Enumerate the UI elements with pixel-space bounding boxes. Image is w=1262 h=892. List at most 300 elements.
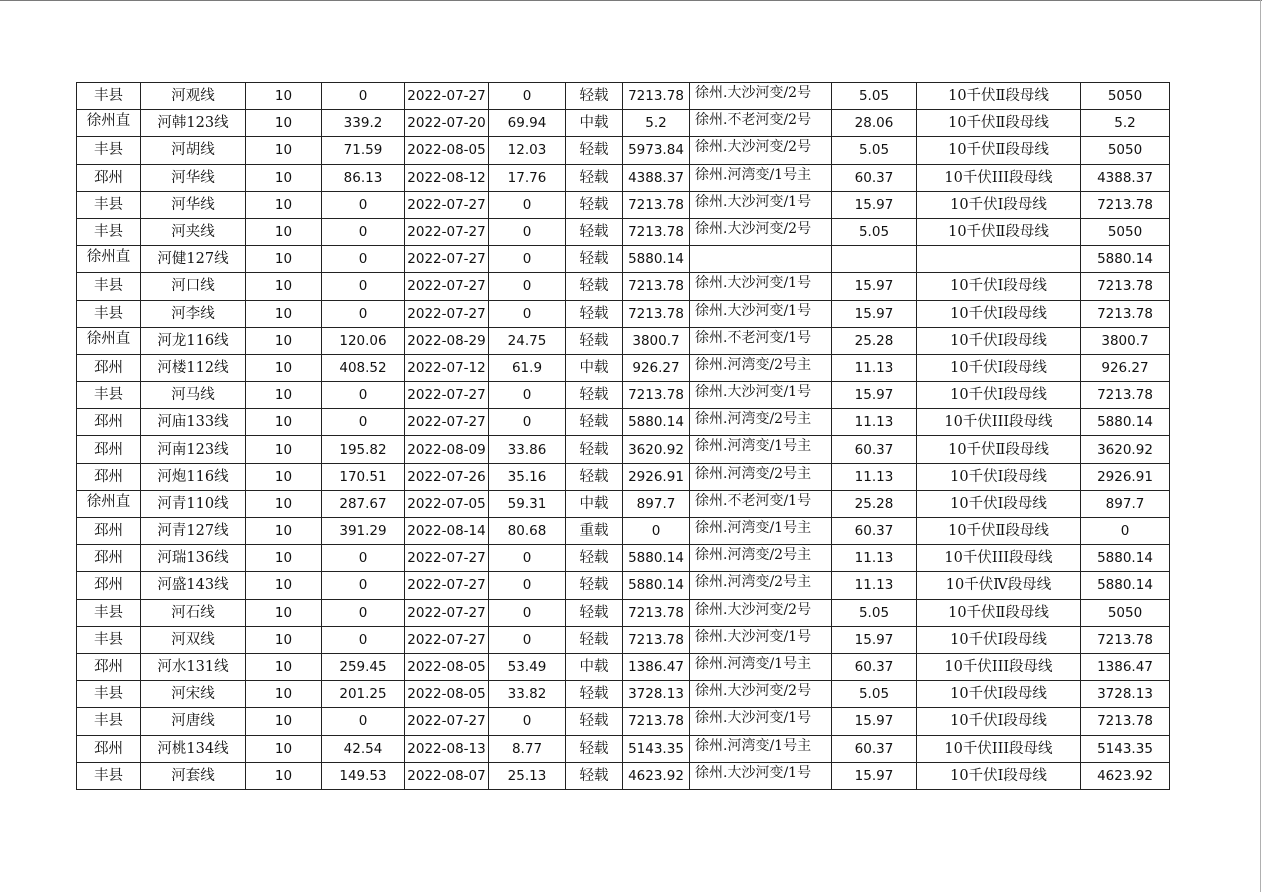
table-row (77, 518, 1170, 545)
district-cell: 徐州直 (77, 246, 141, 273)
load-value-cell: 0 (322, 545, 405, 572)
load-status-cell: 轻载 (566, 382, 623, 409)
transformer-rate-cell: 15.97 (832, 382, 917, 409)
date-cell: 2022-08-12 (405, 164, 489, 191)
busbar-cell: 10千伏III段母线 (917, 653, 1081, 680)
date-cell: 2022-07-27 (405, 300, 489, 327)
load-value-cell: 0 (322, 83, 405, 110)
voltage-cell: 10 (246, 218, 322, 245)
capacity-cell: 4623.92 (623, 762, 690, 789)
load-status-cell: 中载 (566, 490, 623, 517)
table-row (77, 327, 1170, 354)
available-capacity-cell: 5880.14 (1081, 545, 1170, 572)
load-value-cell: 0 (322, 382, 405, 409)
district-cell: 邳州 (77, 409, 141, 436)
load-status-cell: 轻载 (566, 327, 623, 354)
feeder-load-table (76, 82, 1170, 790)
line-name-cell: 河石线 (141, 599, 246, 626)
district-cell: 徐州直 (77, 110, 141, 137)
capacity-cell: 5880.14 (623, 246, 690, 273)
transformer-rate-cell (832, 246, 917, 273)
load-rate-cell: 17.76 (489, 164, 566, 191)
district-cell: 丰县 (77, 218, 141, 245)
available-capacity-cell: 7213.78 (1081, 626, 1170, 653)
substation-cell: 徐州.河湾变/1号主 (690, 735, 832, 762)
table-row (77, 218, 1170, 245)
transformer-rate-cell: 5.05 (832, 681, 917, 708)
table-body (77, 83, 1170, 790)
substation-cell: 徐州.河湾变/1号主 (690, 436, 832, 463)
voltage-cell: 10 (246, 518, 322, 545)
load-value-cell: 0 (322, 599, 405, 626)
line-name-cell: 河庙133线 (141, 409, 246, 436)
available-capacity-cell: 5143.35 (1081, 735, 1170, 762)
load-status-cell: 轻载 (566, 463, 623, 490)
transformer-rate-cell: 11.13 (832, 354, 917, 381)
load-status-cell: 轻载 (566, 191, 623, 218)
substation-cell: 徐州.大沙河变/1号 (690, 382, 832, 409)
district-cell: 丰县 (77, 382, 141, 409)
substation-cell: 徐州.大沙河变/1号 (690, 762, 832, 789)
available-capacity-cell: 5050 (1081, 218, 1170, 245)
date-cell: 2022-07-27 (405, 626, 489, 653)
substation-cell: 徐州.河湾变/2号主 (690, 545, 832, 572)
substation-cell: 徐州.河湾变/1号主 (690, 518, 832, 545)
busbar-cell: 10千伏III段母线 (917, 545, 1081, 572)
line-name-cell: 河华线 (141, 164, 246, 191)
substation-cell: 徐州.河湾变/2号主 (690, 463, 832, 490)
load-value-cell: 195.82 (322, 436, 405, 463)
available-capacity-cell: 5880.14 (1081, 572, 1170, 599)
available-capacity-cell: 3620.92 (1081, 436, 1170, 463)
load-value-cell: 0 (322, 300, 405, 327)
page-top-border (0, 0, 1262, 1)
load-rate-cell: 0 (489, 708, 566, 735)
capacity-cell: 0 (623, 518, 690, 545)
voltage-cell: 10 (246, 572, 322, 599)
load-value-cell: 170.51 (322, 463, 405, 490)
line-name-cell: 河龙116线 (141, 327, 246, 354)
capacity-cell: 5143.35 (623, 735, 690, 762)
load-rate-cell: 0 (489, 218, 566, 245)
line-name-cell: 河口线 (141, 273, 246, 300)
voltage-cell: 10 (246, 382, 322, 409)
available-capacity-cell: 897.7 (1081, 490, 1170, 517)
line-name-cell: 河盛143线 (141, 572, 246, 599)
district-cell: 丰县 (77, 300, 141, 327)
transformer-rate-cell: 11.13 (832, 545, 917, 572)
transformer-rate-cell: 25.28 (832, 327, 917, 354)
capacity-cell: 5.2 (623, 110, 690, 137)
table-row (77, 110, 1170, 137)
load-rate-cell: 8.77 (489, 735, 566, 762)
table-row (77, 273, 1170, 300)
line-name-cell: 河唐线 (141, 708, 246, 735)
busbar-cell: 10千伏Ⅰ段母线 (917, 463, 1081, 490)
substation-cell: 徐州.大沙河变/1号 (690, 273, 832, 300)
substation-cell: 徐州.大沙河变/2号 (690, 681, 832, 708)
district-cell: 邳州 (77, 354, 141, 381)
table-row (77, 626, 1170, 653)
load-status-cell: 轻载 (566, 735, 623, 762)
date-cell: 2022-07-27 (405, 708, 489, 735)
load-value-cell: 259.45 (322, 653, 405, 680)
load-status-cell: 中载 (566, 354, 623, 381)
load-rate-cell: 53.49 (489, 653, 566, 680)
load-value-cell: 201.25 (322, 681, 405, 708)
line-name-cell: 河观线 (141, 83, 246, 110)
load-status-cell: 轻载 (566, 218, 623, 245)
busbar-cell: 10千伏Ⅰ段母线 (917, 191, 1081, 218)
substation-cell: 徐州.大沙河变/1号 (690, 191, 832, 218)
transformer-rate-cell: 15.97 (832, 273, 917, 300)
busbar-cell: 10千伏Ⅰ段母线 (917, 708, 1081, 735)
date-cell: 2022-07-27 (405, 545, 489, 572)
busbar-cell: 10千伏III段母线 (917, 409, 1081, 436)
voltage-cell: 10 (246, 327, 322, 354)
available-capacity-cell: 7213.78 (1081, 382, 1170, 409)
transformer-rate-cell: 5.05 (832, 599, 917, 626)
voltage-cell: 10 (246, 735, 322, 762)
available-capacity-cell: 5050 (1081, 599, 1170, 626)
available-capacity-cell: 7213.78 (1081, 191, 1170, 218)
substation-cell: 徐州.大沙河变/2号 (690, 218, 832, 245)
line-name-cell: 河双线 (141, 626, 246, 653)
table-row (77, 164, 1170, 191)
load-status-cell: 轻载 (566, 545, 623, 572)
date-cell: 2022-07-27 (405, 273, 489, 300)
table-row (77, 137, 1170, 164)
date-cell: 2022-08-05 (405, 137, 489, 164)
date-cell: 2022-07-27 (405, 382, 489, 409)
capacity-cell: 4388.37 (623, 164, 690, 191)
district-cell: 丰县 (77, 708, 141, 735)
load-status-cell: 轻载 (566, 681, 623, 708)
date-cell: 2022-08-05 (405, 681, 489, 708)
date-cell: 2022-08-14 (405, 518, 489, 545)
load-value-cell: 391.29 (322, 518, 405, 545)
district-cell: 邳州 (77, 164, 141, 191)
voltage-cell: 10 (246, 83, 322, 110)
load-rate-cell: 69.94 (489, 110, 566, 137)
district-cell: 丰县 (77, 83, 141, 110)
transformer-rate-cell: 11.13 (832, 409, 917, 436)
line-name-cell: 河宋线 (141, 681, 246, 708)
substation-cell: 徐州.不老河变/2号 (690, 110, 832, 137)
voltage-cell: 10 (246, 708, 322, 735)
load-rate-cell: 0 (489, 83, 566, 110)
substation-cell: 徐州.大沙河变/1号 (690, 626, 832, 653)
district-cell: 邳州 (77, 463, 141, 490)
capacity-cell: 5880.14 (623, 572, 690, 599)
date-cell: 2022-07-20 (405, 110, 489, 137)
voltage-cell: 10 (246, 490, 322, 517)
date-cell: 2022-07-27 (405, 246, 489, 273)
busbar-cell: 10千伏III段母线 (917, 164, 1081, 191)
substation-cell: 徐州.大沙河变/2号 (690, 137, 832, 164)
table-row (77, 708, 1170, 735)
line-name-cell: 河青110线 (141, 490, 246, 517)
load-status-cell: 轻载 (566, 137, 623, 164)
load-value-cell: 0 (322, 273, 405, 300)
line-name-cell: 河南123线 (141, 436, 246, 463)
load-value-cell: 0 (322, 626, 405, 653)
table-row (77, 545, 1170, 572)
transformer-rate-cell: 5.05 (832, 83, 917, 110)
line-name-cell: 河套线 (141, 762, 246, 789)
capacity-cell: 3800.7 (623, 327, 690, 354)
transformer-rate-cell: 15.97 (832, 708, 917, 735)
load-rate-cell: 0 (489, 626, 566, 653)
capacity-cell: 5880.14 (623, 545, 690, 572)
load-value-cell: 42.54 (322, 735, 405, 762)
line-name-cell: 河桃134线 (141, 735, 246, 762)
voltage-cell: 10 (246, 626, 322, 653)
date-cell: 2022-07-27 (405, 83, 489, 110)
table-row (77, 599, 1170, 626)
load-status-cell: 轻载 (566, 436, 623, 463)
table-row (77, 300, 1170, 327)
transformer-rate-cell: 60.37 (832, 436, 917, 463)
load-rate-cell: 0 (489, 191, 566, 218)
load-value-cell: 149.53 (322, 762, 405, 789)
substation-cell: 徐州.不老河变/1号 (690, 327, 832, 354)
line-name-cell: 河炮116线 (141, 463, 246, 490)
load-rate-cell: 33.86 (489, 436, 566, 463)
transformer-rate-cell: 60.37 (832, 164, 917, 191)
load-status-cell: 轻载 (566, 164, 623, 191)
load-value-cell: 0 (322, 246, 405, 273)
capacity-cell: 7213.78 (623, 599, 690, 626)
capacity-cell: 3728.13 (623, 681, 690, 708)
load-rate-cell: 0 (489, 572, 566, 599)
line-name-cell: 河青127线 (141, 518, 246, 545)
transformer-rate-cell: 11.13 (832, 463, 917, 490)
busbar-cell: 10千伏Ⅱ段母线 (917, 518, 1081, 545)
load-value-cell: 0 (322, 572, 405, 599)
load-rate-cell: 35.16 (489, 463, 566, 490)
transformer-rate-cell: 60.37 (832, 735, 917, 762)
load-status-cell: 轻载 (566, 708, 623, 735)
capacity-cell: 7213.78 (623, 191, 690, 218)
line-name-cell: 河健127线 (141, 246, 246, 273)
busbar-cell: 10千伏Ⅳ段母线 (917, 572, 1081, 599)
table-row (77, 191, 1170, 218)
date-cell: 2022-08-09 (405, 436, 489, 463)
district-cell: 丰县 (77, 191, 141, 218)
load-rate-cell: 80.68 (489, 518, 566, 545)
district-cell: 邳州 (77, 436, 141, 463)
date-cell: 2022-07-27 (405, 218, 489, 245)
load-rate-cell: 0 (489, 409, 566, 436)
voltage-cell: 10 (246, 599, 322, 626)
available-capacity-cell: 7213.78 (1081, 708, 1170, 735)
substation-cell: 徐州.大沙河变/2号 (690, 599, 832, 626)
load-rate-cell: 24.75 (489, 327, 566, 354)
capacity-cell: 926.27 (623, 354, 690, 381)
date-cell: 2022-07-27 (405, 409, 489, 436)
district-cell: 丰县 (77, 762, 141, 789)
busbar-cell: 10千伏Ⅱ段母线 (917, 599, 1081, 626)
voltage-cell: 10 (246, 246, 322, 273)
load-status-cell: 轻载 (566, 300, 623, 327)
voltage-cell: 10 (246, 545, 322, 572)
available-capacity-cell: 5050 (1081, 83, 1170, 110)
transformer-rate-cell: 5.05 (832, 218, 917, 245)
load-status-cell: 轻载 (566, 599, 623, 626)
line-name-cell: 河华线 (141, 191, 246, 218)
substation-cell: 徐州.大沙河变/1号 (690, 300, 832, 327)
date-cell: 2022-07-05 (405, 490, 489, 517)
capacity-cell: 2926.91 (623, 463, 690, 490)
load-rate-cell: 0 (489, 273, 566, 300)
load-rate-cell: 33.82 (489, 681, 566, 708)
capacity-cell: 1386.47 (623, 653, 690, 680)
district-cell: 邳州 (77, 518, 141, 545)
voltage-cell: 10 (246, 273, 322, 300)
voltage-cell: 10 (246, 762, 322, 789)
load-value-cell: 408.52 (322, 354, 405, 381)
district-cell: 丰县 (77, 626, 141, 653)
date-cell: 2022-07-12 (405, 354, 489, 381)
load-value-cell: 120.06 (322, 327, 405, 354)
substation-cell: 徐州.河湾变/2号主 (690, 572, 832, 599)
substation-cell: 徐州.河湾变/2号主 (690, 409, 832, 436)
busbar-cell: 10千伏Ⅰ段母线 (917, 327, 1081, 354)
capacity-cell: 897.7 (623, 490, 690, 517)
table-row (77, 490, 1170, 517)
date-cell: 2022-08-07 (405, 762, 489, 789)
available-capacity-cell: 1386.47 (1081, 653, 1170, 680)
voltage-cell: 10 (246, 164, 322, 191)
table-row (77, 572, 1170, 599)
line-name-cell: 河夹线 (141, 218, 246, 245)
available-capacity-cell: 3728.13 (1081, 681, 1170, 708)
load-value-cell: 287.67 (322, 490, 405, 517)
date-cell: 2022-07-27 (405, 599, 489, 626)
load-rate-cell: 0 (489, 300, 566, 327)
line-name-cell: 河水131线 (141, 653, 246, 680)
date-cell: 2022-07-27 (405, 191, 489, 218)
available-capacity-cell: 5880.14 (1081, 246, 1170, 273)
table-row (77, 382, 1170, 409)
line-name-cell: 河马线 (141, 382, 246, 409)
substation-cell: 徐州.河湾变/2号主 (690, 354, 832, 381)
busbar-cell: 10千伏Ⅰ段母线 (917, 354, 1081, 381)
date-cell: 2022-07-27 (405, 572, 489, 599)
busbar-cell: 10千伏Ⅱ段母线 (917, 218, 1081, 245)
table-row (77, 436, 1170, 463)
transformer-rate-cell: 11.13 (832, 572, 917, 599)
transformer-rate-cell: 15.97 (832, 626, 917, 653)
load-value-cell: 339.2 (322, 110, 405, 137)
district-cell: 丰县 (77, 273, 141, 300)
capacity-cell: 7213.78 (623, 218, 690, 245)
available-capacity-cell: 5050 (1081, 137, 1170, 164)
load-status-cell: 轻载 (566, 572, 623, 599)
district-cell: 邳州 (77, 545, 141, 572)
capacity-cell: 7213.78 (623, 708, 690, 735)
district-cell: 徐州直 (77, 327, 141, 354)
available-capacity-cell: 5880.14 (1081, 409, 1170, 436)
available-capacity-cell: 3800.7 (1081, 327, 1170, 354)
available-capacity-cell: 7213.78 (1081, 273, 1170, 300)
voltage-cell: 10 (246, 354, 322, 381)
load-value-cell: 86.13 (322, 164, 405, 191)
table-row (77, 354, 1170, 381)
substation-cell: 徐州.河湾变/1号主 (690, 164, 832, 191)
capacity-cell: 7213.78 (623, 626, 690, 653)
load-value-cell: 0 (322, 218, 405, 245)
load-status-cell: 中载 (566, 110, 623, 137)
district-cell: 徐州直 (77, 490, 141, 517)
load-rate-cell: 0 (489, 545, 566, 572)
line-name-cell: 河瑞136线 (141, 545, 246, 572)
capacity-cell: 5973.84 (623, 137, 690, 164)
busbar-cell: 10千伏Ⅰ段母线 (917, 300, 1081, 327)
busbar-cell: 10千伏Ⅰ段母线 (917, 762, 1081, 789)
line-name-cell: 河李线 (141, 300, 246, 327)
transformer-rate-cell: 25.28 (832, 490, 917, 517)
table-row (77, 735, 1170, 762)
busbar-cell: 10千伏Ⅱ段母线 (917, 83, 1081, 110)
busbar-cell: 10千伏Ⅱ段母线 (917, 137, 1081, 164)
load-rate-cell: 61.9 (489, 354, 566, 381)
load-value-cell: 0 (322, 191, 405, 218)
busbar-cell: 10千伏Ⅰ段母线 (917, 626, 1081, 653)
busbar-cell: 10千伏Ⅱ段母线 (917, 110, 1081, 137)
capacity-cell: 7213.78 (623, 300, 690, 327)
busbar-cell: 10千伏III段母线 (917, 735, 1081, 762)
page-right-border (1260, 0, 1261, 892)
voltage-cell: 10 (246, 300, 322, 327)
available-capacity-cell: 2926.91 (1081, 463, 1170, 490)
substation-cell: 徐州.河湾变/1号主 (690, 653, 832, 680)
capacity-cell: 7213.78 (623, 273, 690, 300)
load-value-cell: 71.59 (322, 137, 405, 164)
table-row (77, 762, 1170, 789)
available-capacity-cell: 0 (1081, 518, 1170, 545)
available-capacity-cell: 7213.78 (1081, 300, 1170, 327)
busbar-cell: 10千伏Ⅰ段母线 (917, 382, 1081, 409)
load-value-cell: 0 (322, 708, 405, 735)
voltage-cell: 10 (246, 653, 322, 680)
line-name-cell: 河韩123线 (141, 110, 246, 137)
date-cell: 2022-08-13 (405, 735, 489, 762)
date-cell: 2022-08-29 (405, 327, 489, 354)
load-status-cell: 轻载 (566, 626, 623, 653)
available-capacity-cell: 5.2 (1081, 110, 1170, 137)
load-rate-cell: 0 (489, 599, 566, 626)
substation-cell: 徐州.不老河变/1号 (690, 490, 832, 517)
date-cell: 2022-07-26 (405, 463, 489, 490)
available-capacity-cell: 4623.92 (1081, 762, 1170, 789)
transformer-rate-cell: 15.97 (832, 762, 917, 789)
table-row (77, 681, 1170, 708)
table-row (77, 83, 1170, 110)
substation-cell: 徐州.大沙河变/2号 (690, 83, 832, 110)
district-cell: 丰县 (77, 599, 141, 626)
transformer-rate-cell: 60.37 (832, 518, 917, 545)
substation-cell: 徐州.大沙河变/1号 (690, 708, 832, 735)
load-rate-cell: 12.03 (489, 137, 566, 164)
load-status-cell: 轻载 (566, 762, 623, 789)
district-cell: 邳州 (77, 653, 141, 680)
load-value-cell: 0 (322, 409, 405, 436)
table-row (77, 463, 1170, 490)
load-status-cell: 重载 (566, 518, 623, 545)
load-rate-cell: 0 (489, 246, 566, 273)
